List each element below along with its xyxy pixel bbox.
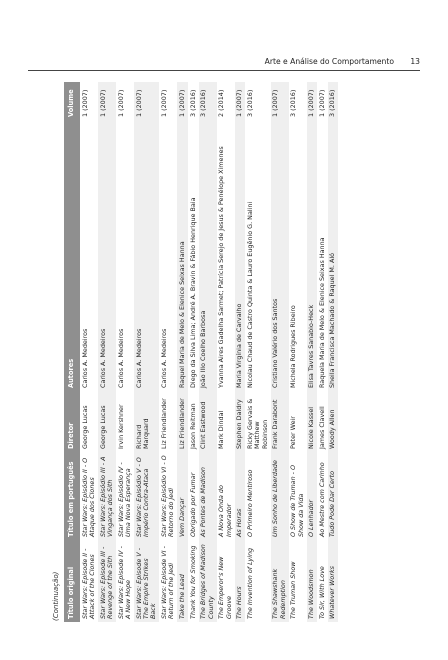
cell-portuguese-title: O Primeiro Mentiroso [245, 452, 270, 540]
table-row [235, 82, 246, 622]
header-director: Diretor [64, 391, 80, 452]
cell-authors: Nicolau Chaud de Castro Quinta & Lauro Eugênio G. Nalini [245, 120, 270, 391]
cell-authors: Carlos A. Medeiros [98, 120, 116, 391]
table-body [80, 82, 338, 622]
table-row [134, 82, 159, 622]
table-row [307, 82, 318, 622]
cell-director: Liz Friendlander [177, 391, 188, 452]
cell-portuguese-title: A Nova Onda do Imperador [217, 452, 235, 540]
cell-authors: Carlos A. Medeiros [80, 120, 98, 391]
table-row [159, 82, 177, 622]
table-row [271, 82, 289, 622]
header-rule [28, 70, 420, 71]
table-row [245, 82, 270, 622]
table-row [199, 82, 217, 622]
cell-original-title: To Sir, With Love [317, 540, 328, 622]
cell-authors: Raquela Maria de Melo & Elenice Seixas Hanna [317, 120, 328, 391]
cell-volume: 3 (2016) [188, 82, 199, 120]
cell-portuguese-title: O Lenhador [307, 452, 318, 540]
cell-portuguese-title: Ao Mestre com Carinho [317, 452, 328, 540]
cell-volume: 1 (2007) [235, 82, 246, 120]
rotated-table-area [48, 82, 408, 622]
cell-director: Peter Weir [289, 391, 307, 452]
cell-original-title: Star Wars: Episode III - Revenge of the Sith [98, 540, 116, 622]
cell-director: Richard Marquard [134, 391, 159, 452]
cell-original-title: The Hours [235, 540, 246, 622]
continuation-label: (Continuação) [52, 571, 60, 621]
cell-volume: 1 (2007) [177, 82, 188, 120]
cell-portuguese-title: Star Wars: Episódio V - O Império Contra-Ataca [134, 452, 159, 540]
cell-original-title: Star Wars: Episode VI - Return of the Jedi [159, 540, 177, 622]
cell-director: Jason Reitman [188, 391, 199, 452]
cell-director: Frank Darabont [271, 391, 289, 452]
cell-authors: Elisa Tavres Sanabio-Heck [307, 120, 318, 391]
cell-authors: Raquel Maria de Melo & Elenice Seixas Hanna [177, 120, 188, 391]
table-row [80, 82, 98, 622]
cell-portuguese-title: Um Sonho de Liberdade [271, 452, 289, 540]
cell-original-title: The Truman Show [289, 540, 307, 622]
cell-volume: 3 (2016) [328, 82, 339, 120]
cell-volume: 1 (2007) [317, 82, 328, 120]
cell-authors: Michela Rodrigues Ribeiro [289, 120, 307, 391]
header-original-title: Título original [64, 540, 80, 622]
cell-director: James Clavell [317, 391, 328, 452]
cell-original-title: Whatever Works [328, 540, 339, 622]
cell-authors: Carlos A. Medeiros [134, 120, 159, 391]
cell-authors: Diego da Silva Lima; André A. Bravin & Fábio Henrique Baia [188, 120, 199, 391]
table-row [98, 82, 116, 622]
cell-portuguese-title: Obrigado por Fumar [188, 452, 199, 540]
cell-original-title: Star Wars: Episode II - Attack of the Clones [80, 540, 98, 622]
cell-portuguese-title: Star Wars: Episódio VI - O Retorno do Jedi [159, 452, 177, 540]
cell-authors: Carlos A. Medeiros [116, 120, 134, 391]
cell-original-title: Take the Lead [177, 540, 188, 622]
cell-portuguese-title: O Show de Truman - O Show da Vida [289, 452, 307, 540]
cell-director: George Lucas [98, 391, 116, 452]
cell-volume: 1 (2007) [271, 82, 289, 120]
cell-authors: Yvanna Aires Gadelha Sarmet; Patrícia Serejo de Jesus & Penélope Ximenes [217, 120, 235, 391]
table-row [188, 82, 199, 622]
cell-portuguese-title: Vem Dançar [177, 452, 188, 540]
header-authors: Autores [64, 120, 80, 391]
cell-authors: Cristiano Valério dos Santos [271, 120, 289, 391]
table-header-row [64, 82, 80, 622]
cell-portuguese-title: Star Wars: Episódio III - A Vingança dos Sith [98, 452, 116, 540]
cell-director: Nicole Kassel [307, 391, 318, 452]
table-row [289, 82, 307, 622]
cell-authors: João Illo Coelho Barbosa [199, 120, 217, 391]
cell-original-title: The Emperor's New Groove [217, 540, 235, 622]
table-rotator [48, 82, 408, 622]
cell-portuguese-title: As Horas [235, 452, 246, 540]
cell-director: Woody Allen [328, 391, 339, 452]
cell-volume: 3 (2016) [289, 82, 307, 120]
cell-volume: 1 (2007) [98, 82, 116, 120]
cell-director: Stephen Daldry [235, 391, 246, 452]
table-row [217, 82, 235, 622]
cell-volume: 1 (2007) [116, 82, 134, 120]
table-row [317, 82, 328, 622]
cell-director: Ricky Gervais & Matthew Robinson [245, 391, 270, 452]
cell-director: George Lucas [80, 391, 98, 452]
cell-authors: Sheila Francisca Machado & Raquel M. Aló [328, 120, 339, 391]
cell-original-title: The Bridges of Madison County [199, 540, 217, 622]
cell-original-title: Star Wars: Episode V - The Empire Strikes Back [134, 540, 159, 622]
cell-volume: 1 (2007) [80, 82, 98, 120]
cell-director: Mark Dindal [217, 391, 235, 452]
cell-portuguese-title: Star Wars: Episódio II - O Ataque dos Clones [80, 452, 98, 540]
films-table [64, 82, 338, 622]
cell-director: Liz Friendlander [159, 391, 177, 452]
cell-portuguese-title: Star Wars: Episódio IV - Uma Nova Esperança [116, 452, 134, 540]
header-volume: Volume [64, 82, 80, 120]
cell-director: Irvin Kershner [116, 391, 134, 452]
cell-authors: Carlos A. Medeiros [159, 120, 177, 391]
cell-volume: 1 (2007) [307, 82, 318, 120]
running-head-title: Arte e Análise do Comportamento [264, 57, 394, 66]
cell-original-title: The Shawshank Redemption [271, 540, 289, 622]
cell-volume: 3 (2016) [199, 82, 217, 120]
cell-director: Clint Eastwood [199, 391, 217, 452]
cell-volume: 3 (2016) [245, 82, 270, 120]
cell-volume: 2 (2014) [217, 82, 235, 120]
cell-portuguese-title: As Pontes de Madison [199, 452, 217, 540]
cell-original-title: The Invention of Lying [245, 540, 270, 622]
cell-volume: 1 (2007) [159, 82, 177, 120]
table-row [116, 82, 134, 622]
cell-original-title: The Woodsmon [307, 540, 318, 622]
cell-portuguese-title: Tudo Pode Dar Certo [328, 452, 339, 540]
header-portuguese-title: Título em português [64, 452, 80, 540]
table-row [177, 82, 188, 622]
cell-volume: 1 (2007) [134, 82, 159, 120]
page-number: 13 [410, 57, 420, 66]
cell-original-title: Star Wars: Episode IV - A New Hope [116, 540, 134, 622]
cell-authors: Maria Virgínia de Carvalho [235, 120, 246, 391]
table-row [328, 82, 339, 622]
cell-original-title: Thank You for Smoking [188, 540, 199, 622]
